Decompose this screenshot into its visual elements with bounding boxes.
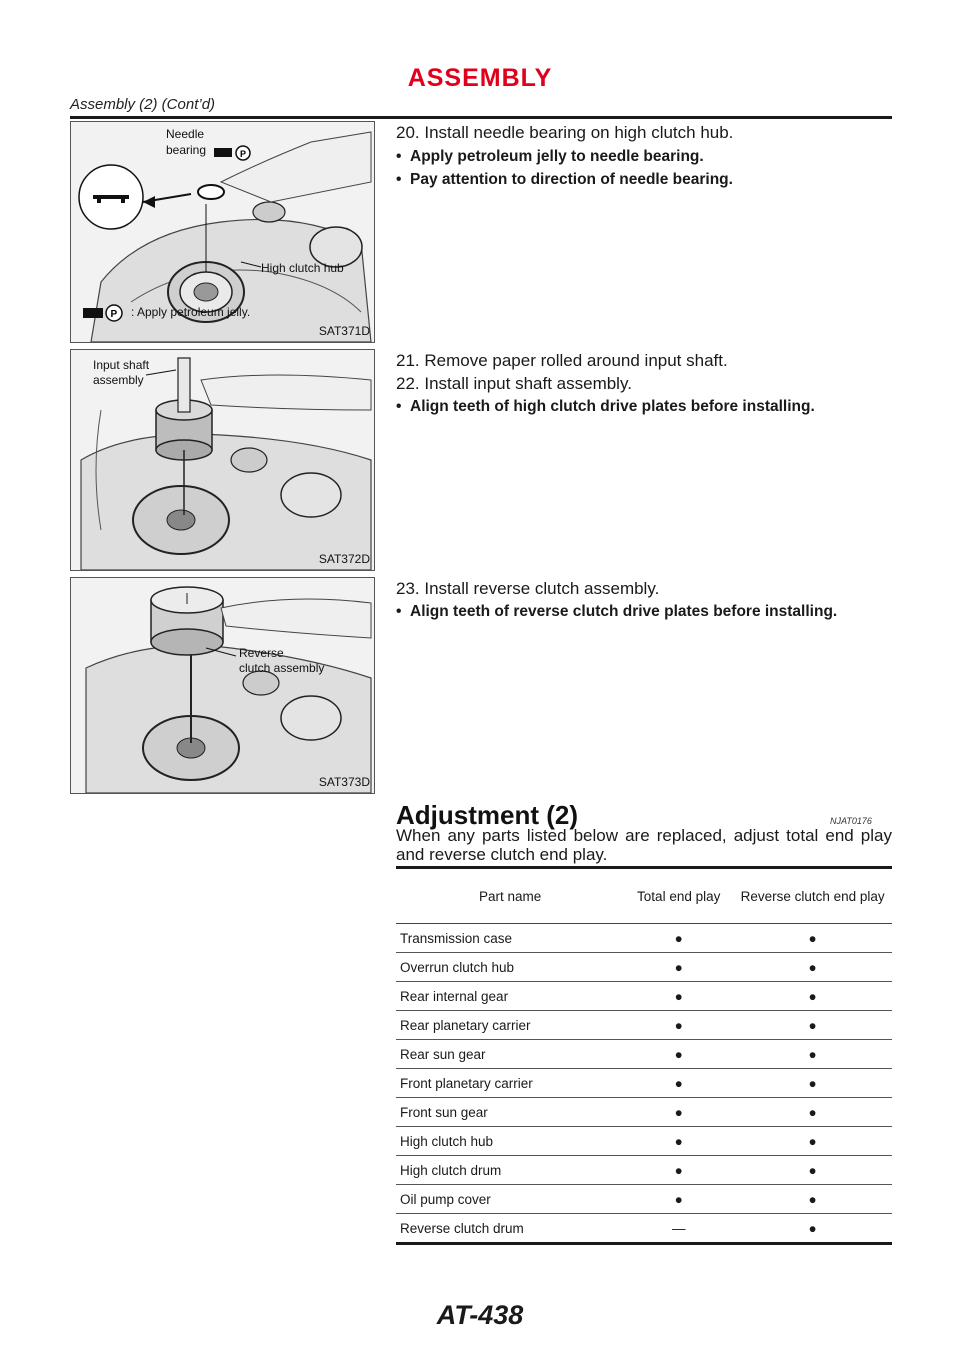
page-subtitle: Assembly (2) (Cont’d)	[70, 96, 216, 113]
figure-label-assembly: assembly	[93, 373, 144, 387]
bullet-mark: •	[396, 398, 402, 415]
header-rule	[70, 116, 892, 119]
table-row	[396, 982, 892, 1011]
bullet-text: Align teeth of high clutch drive plates before installing.	[410, 398, 815, 415]
part-name-cell: Overrun clutch hub	[396, 953, 624, 982]
total-end-play-cell: —	[624, 1214, 733, 1244]
page-number: AT-438	[436, 1300, 524, 1330]
part-name-cell: Reverse clutch drum	[396, 1214, 624, 1244]
total-end-play-cell: ●	[624, 1127, 733, 1156]
part-name-cell: Front planetary carrier	[396, 1069, 624, 1098]
grease-gun-icon	[83, 308, 103, 318]
table-row	[396, 1127, 892, 1156]
figure-label-apply-petroleum-jelly: : Apply petroleum jelly.	[131, 305, 251, 319]
table-row	[396, 1214, 892, 1244]
svg-text:P: P	[110, 309, 118, 320]
part-name-cell: Transmission case	[396, 924, 624, 953]
part-name-cell: High clutch drum	[396, 1156, 624, 1185]
bullet-text: Apply petroleum jelly to needle bearing.	[410, 148, 704, 165]
figure-label-high-clutch-hub: High clutch hub	[261, 261, 344, 275]
reverse-clutch-end-play-cell: ●	[733, 1156, 892, 1185]
bullet-align-high-clutch	[396, 398, 815, 416]
reverse-clutch-end-play-cell: ●	[733, 1040, 892, 1069]
step-21: 21. Remove paper rolled around input shaft.	[396, 351, 728, 370]
bullet-mark: •	[396, 603, 402, 620]
total-end-play-cell: ●	[624, 1098, 733, 1127]
table-row	[396, 1069, 892, 1098]
bullet-text: Pay attention to direction of needle bearing.	[410, 171, 733, 188]
bullet-mark: •	[396, 171, 402, 188]
reverse-clutch-end-play-cell: ●	[733, 1069, 892, 1098]
table-row	[396, 1185, 892, 1214]
end-play-table	[396, 866, 892, 1245]
figure-input-shaft	[70, 349, 375, 571]
table-row	[396, 1040, 892, 1069]
table-row	[396, 924, 892, 953]
total-end-play-cell: ●	[624, 953, 733, 982]
figure-label-reverse: Reverse	[239, 646, 284, 660]
part-name-cell: Front sun gear	[396, 1098, 624, 1127]
step-22: 22. Install input shaft assembly.	[396, 374, 632, 393]
bullet-align-reverse-clutch	[396, 603, 837, 621]
figure-label-clutch-assembly: clutch assembly	[239, 661, 325, 675]
total-end-play-cell: ●	[624, 1011, 733, 1040]
reverse-clutch-end-play-cell: ●	[733, 1098, 892, 1127]
column-header-reverse-clutch-end-play: Reverse clutch end play	[740, 888, 885, 904]
section-title: Adjustment (2)	[396, 800, 578, 830]
table-row	[396, 1098, 892, 1127]
column-header-part-name: Part name	[478, 888, 542, 904]
figure-label-needle: Needle	[166, 127, 205, 141]
figure-code: SAT372D	[318, 552, 370, 566]
part-name-cell: Rear internal gear	[396, 982, 624, 1011]
reverse-clutch-end-play-cell: ●	[733, 953, 892, 982]
bullet-mark: •	[396, 148, 402, 165]
table-header-row	[396, 868, 892, 924]
part-name-cell: High clutch hub	[396, 1127, 624, 1156]
total-end-play-cell: ●	[624, 924, 733, 953]
reverse-clutch-end-play-cell: ●	[733, 982, 892, 1011]
total-end-play-cell: ●	[624, 1069, 733, 1098]
step-23: 23. Install reverse clutch assembly.	[396, 579, 660, 598]
reverse-clutch-end-play-cell: ●	[733, 1011, 892, 1040]
svg-text:P: P	[240, 149, 247, 159]
table-row	[396, 1156, 892, 1185]
table-row	[396, 953, 892, 982]
page-title: ASSEMBLY	[407, 64, 553, 92]
part-name-cell: Rear sun gear	[396, 1040, 624, 1069]
bullet-apply-petroleum-jelly	[396, 148, 704, 166]
total-end-play-cell: ●	[624, 1040, 733, 1069]
column-header-total-end-play: Total end play	[637, 888, 721, 904]
part-name-cell: Oil pump cover	[396, 1185, 624, 1214]
total-end-play-cell: ●	[624, 982, 733, 1011]
reverse-clutch-end-play-cell: ●	[733, 924, 892, 953]
reverse-clutch-end-play-cell: ●	[733, 1127, 892, 1156]
figure-label-bearing: bearing	[166, 143, 207, 157]
table-body	[396, 924, 892, 1244]
bullet-text: Align teeth of reverse clutch drive plates before installing.	[410, 603, 838, 620]
section-code: NJAT0176	[830, 816, 872, 826]
bullet-direction-needle-bearing	[396, 171, 733, 189]
figure-code: SAT373D	[318, 775, 370, 789]
total-end-play-cell: ●	[624, 1185, 733, 1214]
figure-label-input-shaft: Input shaft	[93, 358, 150, 372]
reverse-clutch-end-play-cell: ●	[733, 1214, 892, 1244]
figure-code: SAT371D	[318, 324, 370, 338]
table-row	[396, 1011, 892, 1040]
step-20: 20. Install needle bearing on high clutch hub.	[396, 123, 734, 142]
total-end-play-cell: ●	[624, 1156, 733, 1185]
section-intro: When any parts listed below are replaced, adjust total end play and reverse clutch end play.	[396, 826, 892, 864]
figure-needle-bearing	[70, 121, 375, 343]
reverse-clutch-end-play-cell: ●	[733, 1185, 892, 1214]
figure-reverse-clutch	[70, 577, 375, 794]
part-name-cell: Rear planetary carrier	[396, 1011, 624, 1040]
figure-reverse-clutch-illustration	[71, 578, 374, 793]
